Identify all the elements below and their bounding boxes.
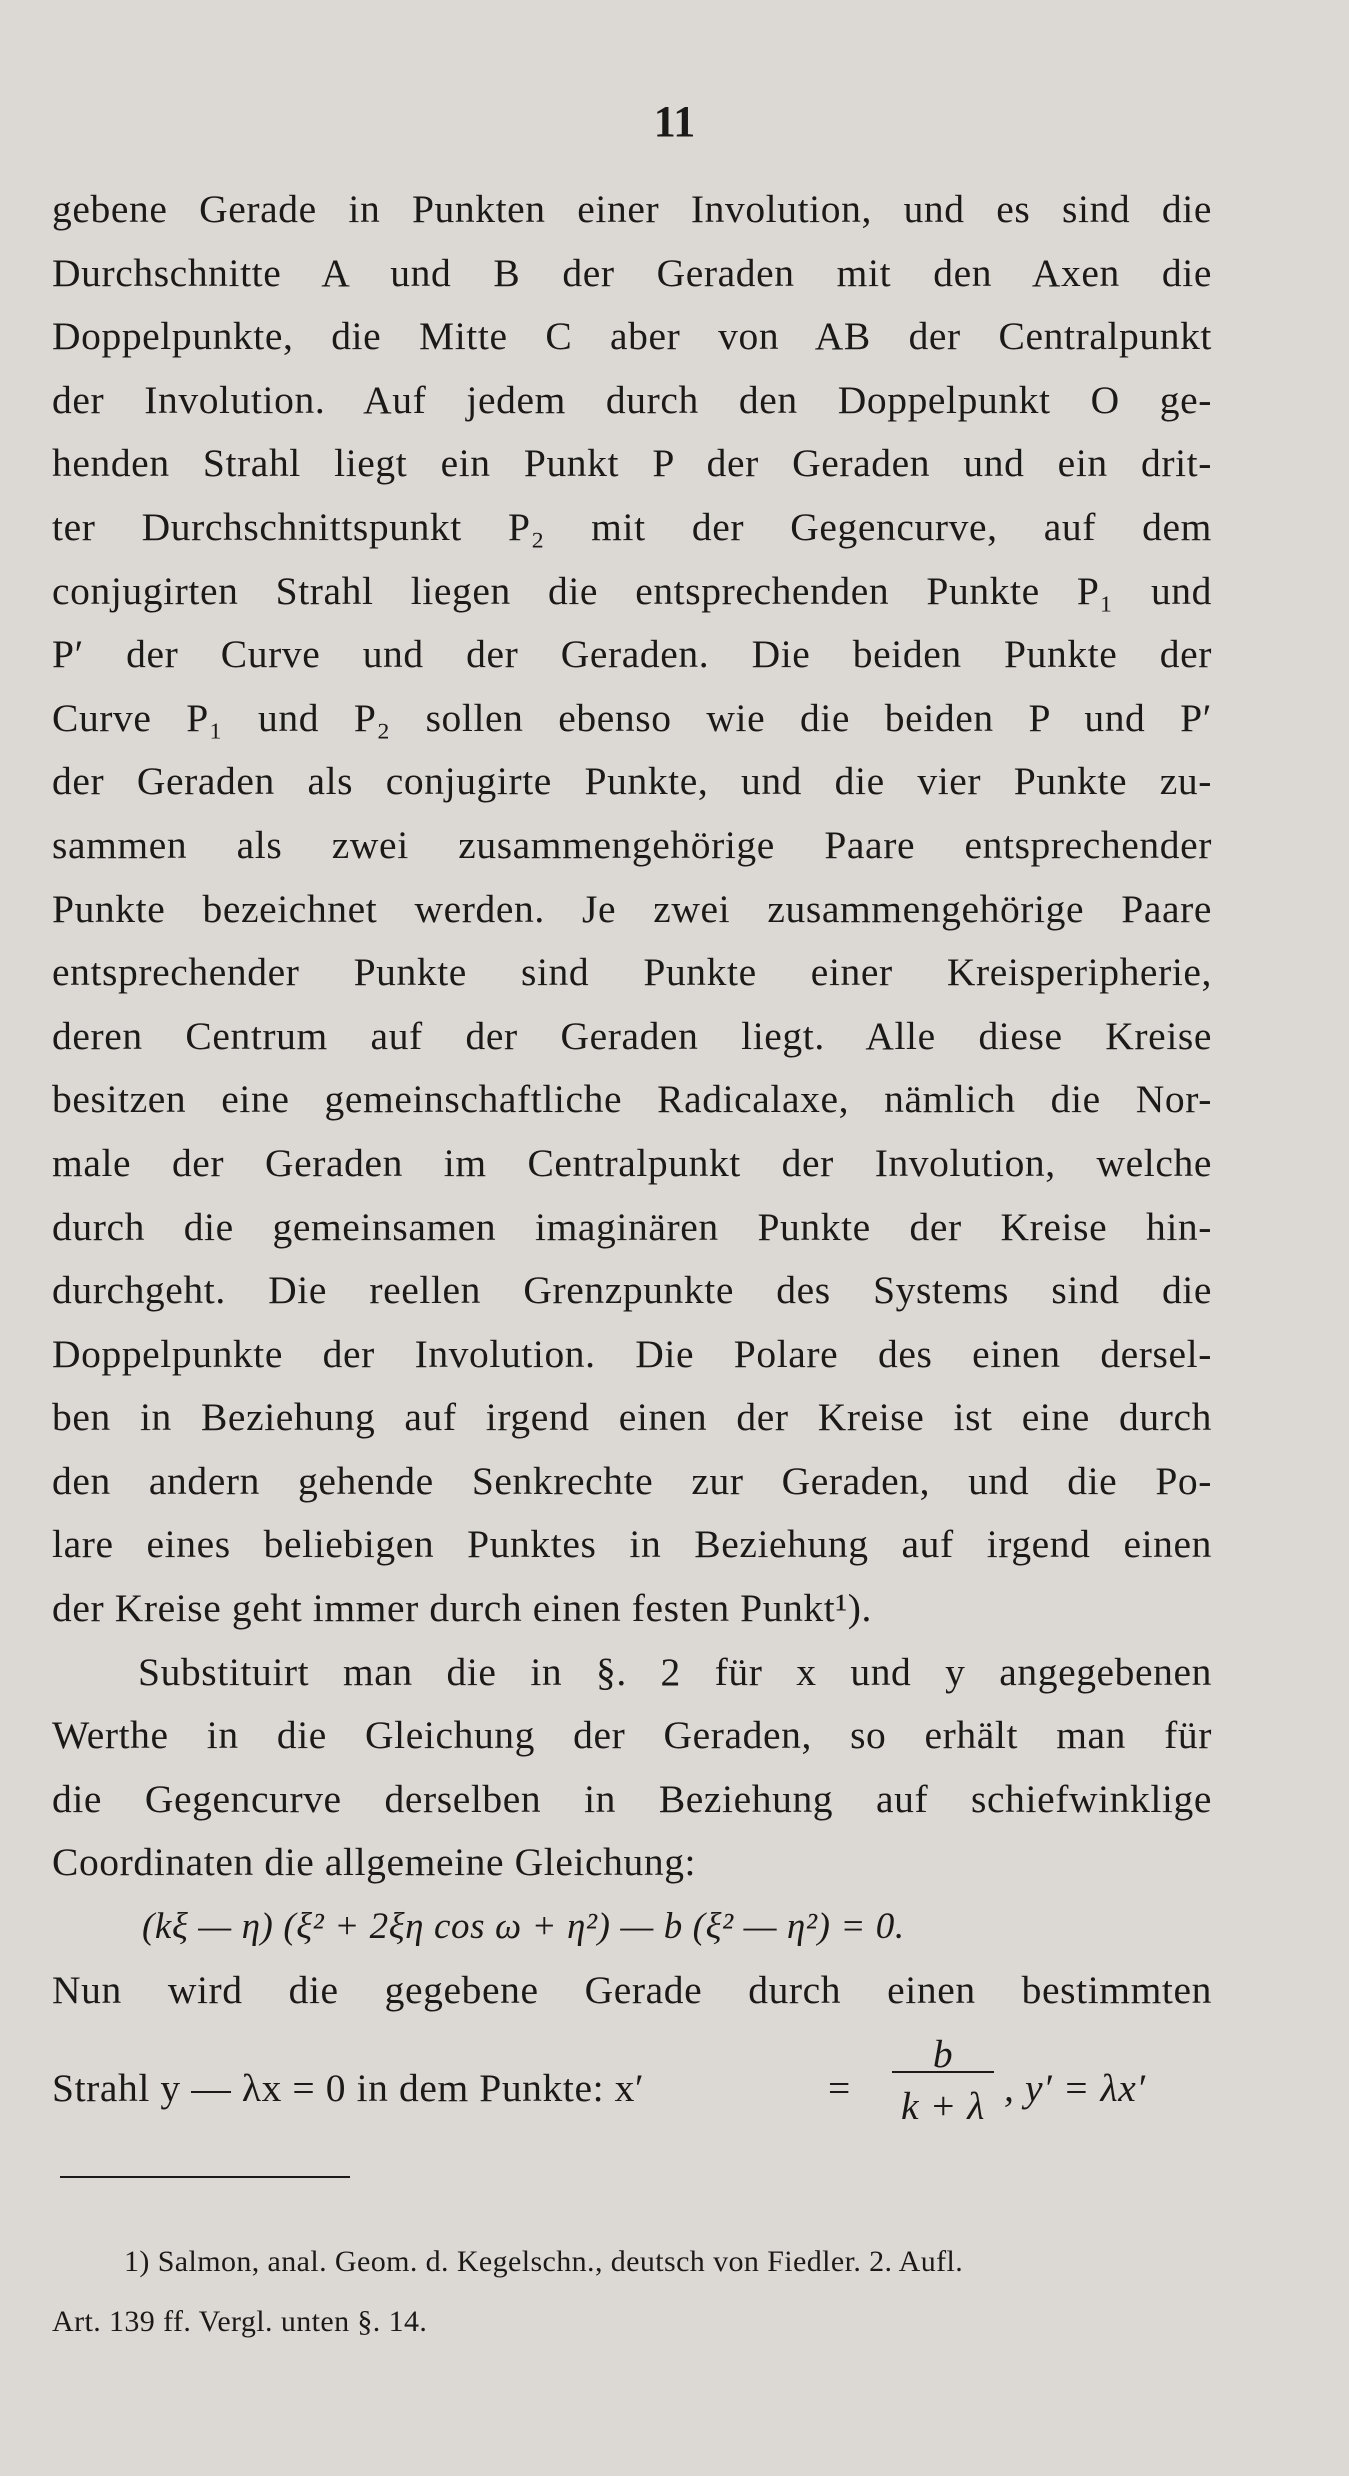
last-line-text: Strahl y — λx = 0 in dem Punkte: x′ [52,2065,645,2110]
footnote-divider [60,2176,350,2178]
footnote-line: 1) Salmon, anal. Geom. d. Kegelschn., deutsch von Fiedler. 2. Aufl. [124,2245,964,2278]
text-line: durchgeht. Die reellen Grenzpunkte des Systems sind die [52,1268,1212,1313]
fraction-denominator: k + λ [900,2083,986,2128]
text-line: Coordinaten die allgemeine Gleichung: [52,1840,697,1885]
text-line: durch die gemeinsamen imaginären Punkte der Kreise hin- [52,1204,1212,1249]
text-line: der Kreise geht immer durch einen festen Punkt¹). [52,1586,873,1631]
text-line: Werthe in die Gleichung der Geraden, so erhält man für [52,1713,1212,1758]
text-line: die Gegencurve derselben in Beziehung auf schiefwinklige [52,1776,1212,1821]
fraction [888,2023,998,2139]
text-line: Doppelpunkte der Involution. Die Polare des einen dersel- [52,1331,1212,1376]
text-line: ter Durchschnittspunkt P₂ mit der Gegencurve, auf dem [52,504,1212,549]
text-line: henden Strahl liegt ein Punkt P der Geraden und ein drit- [52,441,1212,486]
footnote-line: Art. 139 ff. Vergl. unten §. 14. [52,2305,428,2338]
text-line: besitzen eine gemeinschaftliche Radicalaxe, nämlich die Nor- [52,1077,1212,1122]
text-line: Nun wird die gegebene Gerade durch einen bestimmten [52,1968,1212,2013]
footnote [52,2232,1212,2352]
text-line: P′ der Curve und der Geraden. Die beiden Punkte der [52,632,1212,677]
text-line: den andern gehende Senkrechte zur Geraden, und die Po- [52,1458,1212,1503]
text-line: Substituirt man die in §. 2 für x und y angegebenen [138,1649,1212,1694]
text-line: ben in Beziehung auf irgend einen der Kreise ist eine durch [52,1395,1212,1440]
text-line: Doppelpunkte, die Mitte C aber von AB der Centralpunkt [52,314,1212,359]
text-line: Durchschnitte A und B der Geraden mit den Axen die [52,250,1212,295]
text-line: entsprechender Punkte sind Punkte einer Kreisperipherie, [52,950,1212,995]
text-line: male der Geraden im Centralpunkt der Involution, welche [52,1140,1212,1185]
text-line: conjugirten Strahl liegen die entsprechenden Punkte P₁ und [52,568,1212,613]
last-line-with-fraction [52,2023,1212,2143]
equals-sign: = [828,2065,851,2110]
text-line: gebene Gerade in Punkten einer Involution, und es sind die [52,187,1212,231]
last-line-tail: , y′ = λx′ [1004,2065,1146,2110]
text-line: der Involution. Auf jedem durch den Doppelpunkt O ge- [52,377,1212,422]
text-line: sammen als zwei zusammengehörige Paare entsprechender [52,822,1212,867]
text-line: der Geraden als conjugirte Punkte, und die vier Punkte zu- [52,759,1212,804]
text-line: Curve P₁ und P₂ sollen ebenso wie die beiden P und P′ [52,695,1212,740]
main-text [52,178,1212,2143]
text-line: deren Centrum auf der Geraden liegt. Alle diese Kreise [52,1013,1212,1058]
text-line: lare eines beliebigen Punktes in Beziehung auf irgend einen [52,1522,1212,1567]
text-line: Punkte bezeichnet werden. Je zwei zusammengehörige Paare [52,886,1212,931]
equation: (kξ — η) (ξ² + 2ξη cos ω + η²) — b (ξ² — η²) = 0. [142,1906,905,1948]
fraction-numerator: b [932,2031,954,2076]
page-number: 11 [653,97,696,146]
